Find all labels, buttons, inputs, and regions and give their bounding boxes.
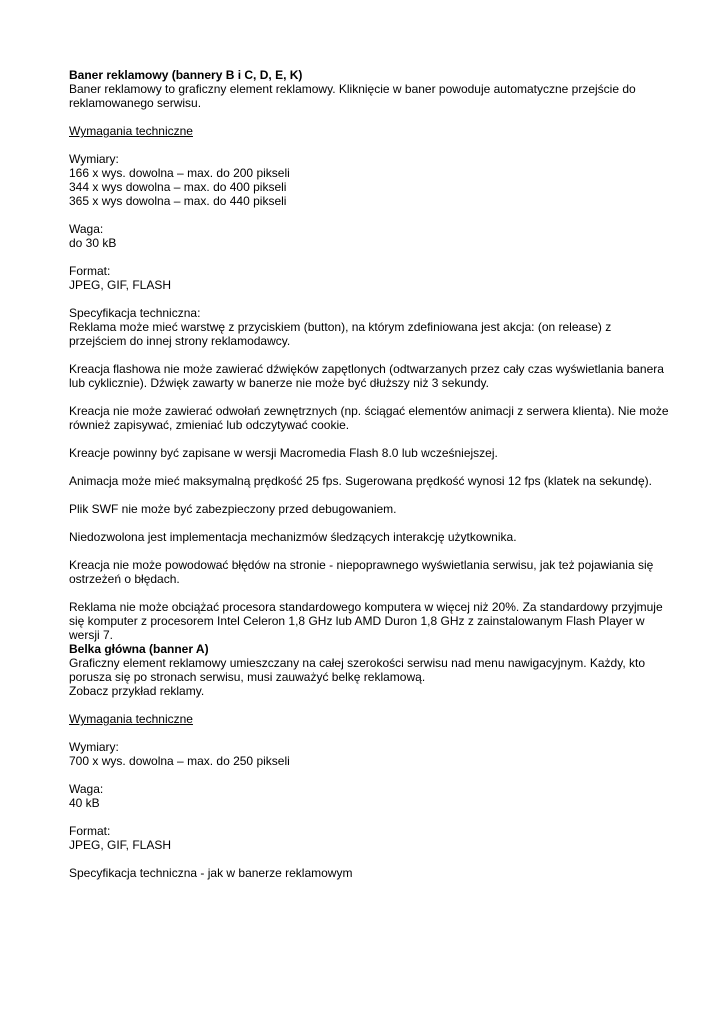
- requirements-heading: Wymagania techniczne: [69, 124, 193, 138]
- section-intro: Graficzny element reklamowy umieszczany na całej szerokości serwisu nad menu nawigacyjnym. Każdy, kto porusza się po stronach serwisu, musi zauważyć belkę reklamową.: [69, 656, 646, 684]
- weight-value: 40 kB: [69, 796, 100, 810]
- example-link[interactable]: Zobacz przykład reklamy.: [69, 684, 205, 698]
- section-title: Belka główna (banner A): [69, 642, 209, 656]
- spec-paragraph: Niedozwolona jest implementacja mechanizmów śledzących interakcję użytkownika.: [69, 530, 517, 544]
- dimension-item: 700 x wys. dowolna – max. do 250 pikseli: [69, 754, 290, 768]
- spec-paragraph: Animacja może mieć maksymalną prędkość 25 fps. Sugerowana prędkość wynosi 12 fps (klatek na sekundę).: [69, 474, 652, 488]
- dimension-item: 166 x wys. dowolna – max. do 200 pikseli: [69, 166, 290, 180]
- spec-paragraph: Kreacja nie może powodować błędów na stronie - niepoprawnego wyświetlania serwisu, jak też pojawiania się ostrzeżeń o błędach.: [69, 558, 654, 586]
- dimensions-label: Wymiary:: [69, 740, 119, 754]
- spec-paragraph: Kreacja nie może zawierać odwołań zewnętrznych (np. ściągać elementów animacji z serwera klienta). Nie może również zapisywać, zmieniać lub odczytywać cookie.: [69, 404, 669, 432]
- spec-paragraph: Reklama może mieć warstwę z przyciskiem (button), na którym zdefiniowana jest akcja: (on release) z przejściem do innej strony reklamodawcy.: [69, 320, 612, 348]
- requirements-heading: Wymagania techniczne: [69, 712, 193, 726]
- format-label: Format:: [69, 824, 111, 838]
- format-label: Format:: [69, 264, 111, 278]
- weight-label: Waga:: [69, 222, 104, 236]
- section-main-bar: [69, 642, 669, 880]
- spec-label: Specyfikacja techniczna:: [69, 306, 201, 320]
- spec-paragraph: Plik SWF nie może być zabezpieczony przed debugowaniem.: [69, 502, 397, 516]
- section-title: Baner reklamowy (bannery B i C, D, E, K): [69, 68, 303, 82]
- section-banner-ad: [69, 68, 669, 642]
- spec-paragraph: Kreacja flashowa nie może zawierać dźwięków zapętlonych (odtwarzanych przez cały czas wyświetlania banera lub cyklicznie). Dźwięk zawarty w banerze nie może być dłuższy niż 3 sekundy.: [69, 362, 664, 390]
- dimension-item: 344 x wys dowolna – max. do 400 pikseli: [69, 180, 287, 194]
- format-value: JPEG, GIF, FLASH: [69, 278, 172, 292]
- dimension-item: 365 x wys dowolna – max. do 440 pikseli: [69, 194, 287, 208]
- weight-label: Waga:: [69, 782, 104, 796]
- dimensions-label: Wymiary:: [69, 152, 119, 166]
- weight-value: do 30 kB: [69, 236, 117, 250]
- spec-note: Specyfikacja techniczna - jak w banerze reklamowym: [69, 866, 353, 880]
- spec-paragraph: Kreacje powinny być zapisane w wersji Macromedia Flash 8.0 lub wcześniejszej.: [69, 446, 498, 460]
- format-value: JPEG, GIF, FLASH: [69, 838, 172, 852]
- document-body: [69, 68, 669, 880]
- spec-paragraph: Reklama nie może obciążać procesora standardowego komputera w więcej niż 20%. Za standardowy przyjmuje się komputer z procesorem Intel Celeron 1,8 GHz lub AMD Duron 1,8 GHz z zainstalowanym Flash Player w wersji 7.: [69, 600, 663, 642]
- section-intro: Baner reklamowy to graficzny element reklamowy. Kliknięcie w baner powoduje automatyczne przejście do reklamowanego serwisu.: [69, 82, 636, 110]
